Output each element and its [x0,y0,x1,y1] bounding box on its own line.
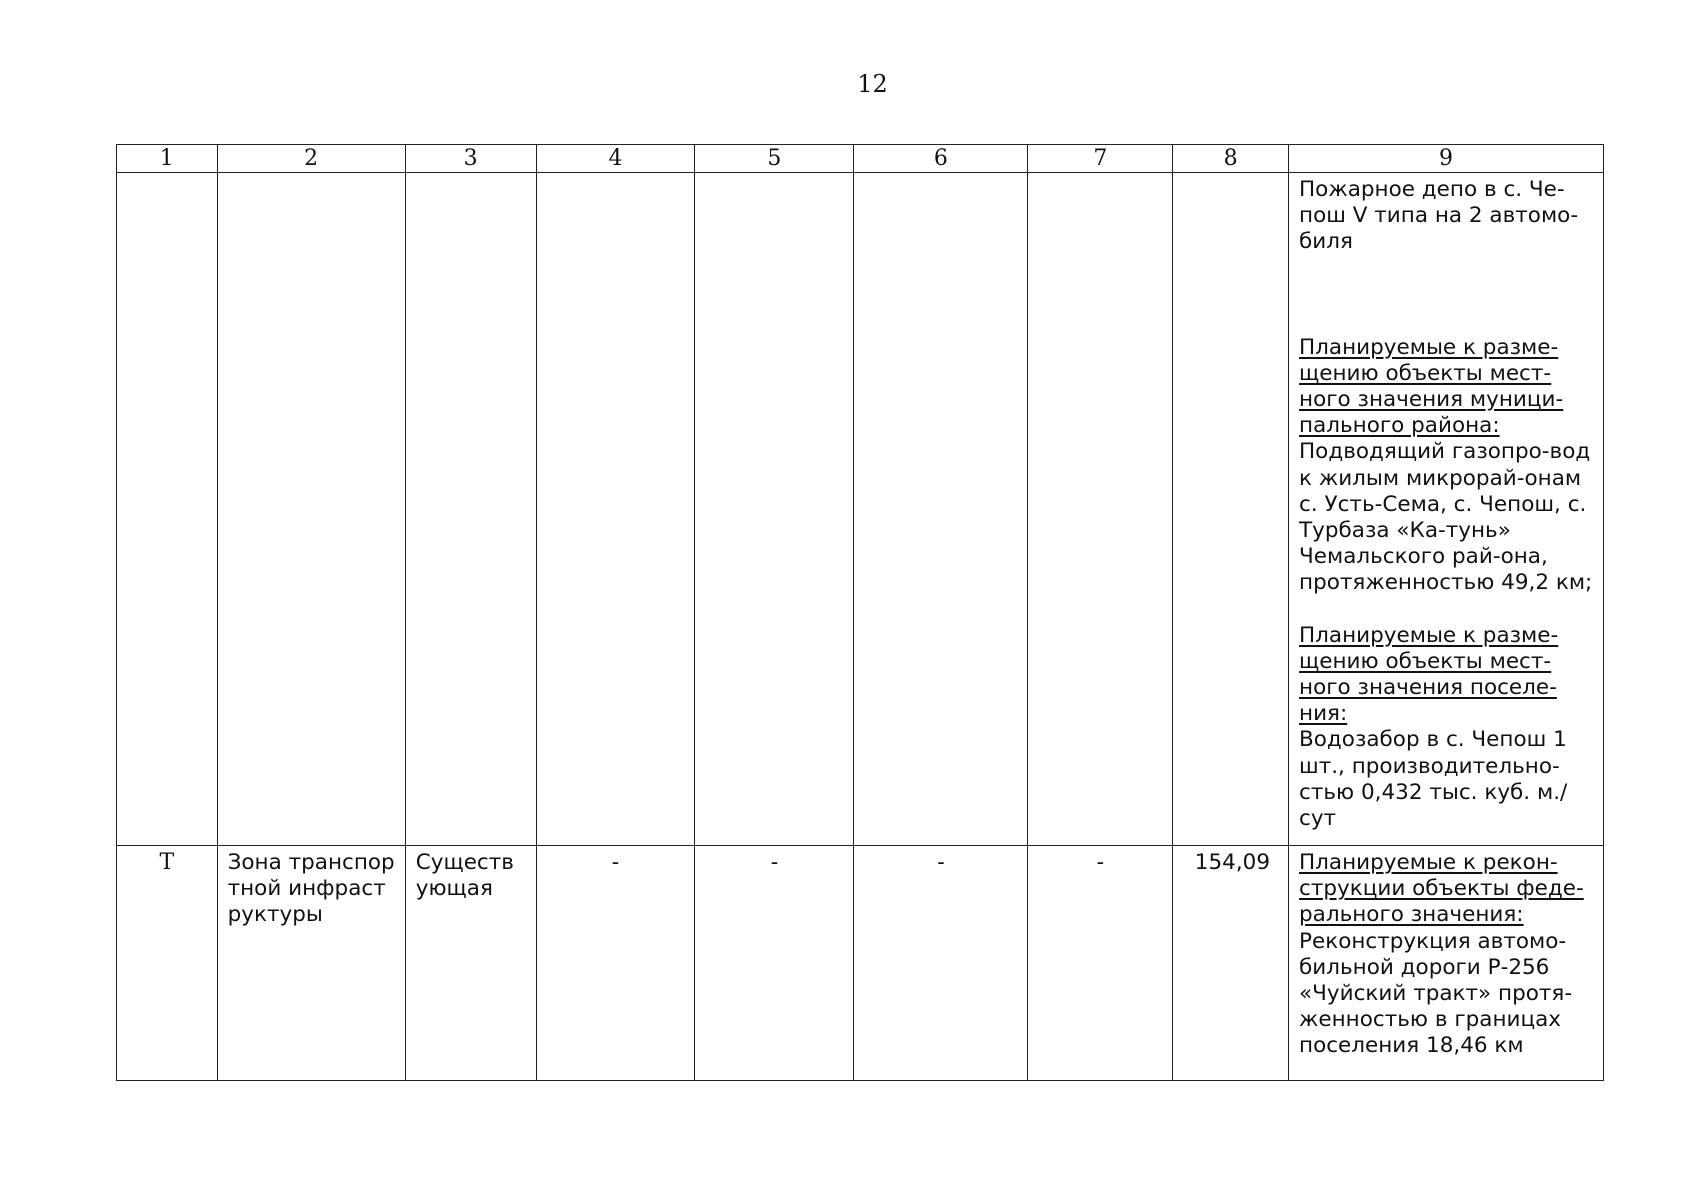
federal-objects-heading: Планируемые к рекон-струкции объекты феде-рального значения: [1299,850,1584,928]
header-row [117,145,1604,173]
header-col-8: 8 [1173,145,1289,173]
water-intake-text: Водозабор в с. Чепош 1 шт., производительно-стью 0,432 тыс. куб. м./сут [1299,727,1568,832]
road-reconstruction-text: Реконструкция автомо-бильной дороги Р-256 «Чуйский тракт» протя-женностью в границах поселения 18,46 км [1299,928,1573,1059]
header-col-3: 3 [405,145,536,173]
row1-col9 [1289,173,1604,846]
table-row [117,173,1604,846]
header-col-6: 6 [854,145,1028,173]
row1-col1 [117,173,218,846]
row1-col2 [217,173,405,846]
row2-col4 [536,846,695,1081]
row2-col6 [854,846,1028,1081]
row1-col7 [1028,173,1173,846]
header-col-1: 1 [117,145,218,173]
district-objects-heading: Планируемые к разме-щению объекты мест-ного значения муници-пального района: [1299,334,1564,439]
table-row [117,846,1604,1081]
row1-col8 [1173,173,1289,846]
gas-pipeline-text: Подводящий газопро-вод к жилым микрорай-онам с. Усть-Сема, с. Чепош, с. Турбаза «Ка-тунь» Чемальского рай-она, протяженностью 49,2 км; [1299,439,1593,596]
zone-area: 154,09 [1194,850,1271,875]
row1-col3 [405,173,536,846]
header-col-4: 4 [536,145,695,173]
fire-depot-text: Пожарное депо в с. Че-пош V типа на 2 автомо-биля [1299,177,1579,255]
zone-name: Зона транспортной инфраструктуры [227,850,395,928]
row2-col2 [217,846,405,1081]
header-col-9: 9 [1289,145,1604,173]
page-number: 12 [857,70,888,98]
row2-col9 [1289,846,1604,1081]
settlement-objects-heading: Планируемые к разме-щению объекты мест-ного значения поселе-ния: [1299,622,1559,727]
row1-col6 [854,173,1028,846]
row2-col8 [1173,846,1289,1081]
row2-col1 [117,846,218,1081]
header-col-2: 2 [217,145,405,173]
row2-col3 [405,846,536,1081]
zone-code: Т [159,850,175,875]
row1-col5 [695,173,854,846]
cell-value: - [611,850,620,875]
header-col-5: 5 [695,145,854,173]
row2-col5 [695,846,854,1081]
zone-status: Существующая [415,850,514,902]
row1-col4 [536,173,695,846]
planning-table [116,144,1604,1081]
cell-value: - [770,850,779,875]
row2-col7 [1028,846,1173,1081]
cell-value: - [1096,850,1105,875]
header-col-7: 7 [1028,145,1173,173]
cell-value: - [937,850,945,875]
